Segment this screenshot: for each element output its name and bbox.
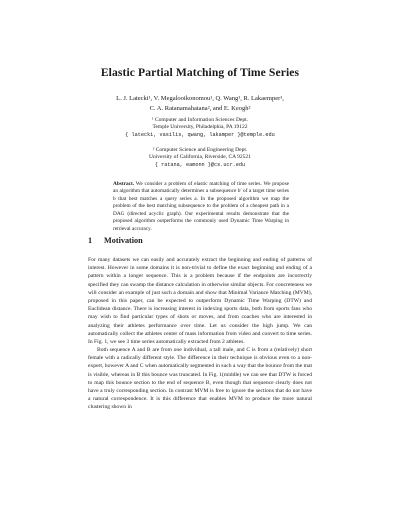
affiliation-email: { latecki, vasilis, qwang, lakamper }@temple.edu (125, 131, 275, 138)
affiliation-temple (0, 117, 400, 139)
affiliation-line: Temple University, Philadelphia, PA 19122 (152, 124, 248, 131)
body-text (88, 256, 312, 412)
abstract-label: Abstract. (113, 181, 135, 187)
affiliation-line: University of California, Riverside, CA 92521 (149, 154, 251, 161)
abstract-text: We consider a problem of elastic matching of time series. We propose an algorithm that automatically determines a subsequence b′ of a target time series b that best matches a query series a. In the proposed algorithm we map the problem of the best matching subsequence to the problem of a cheapest path in a DAG (directed acyclic graph). Our experimental results demonstrate that the proposed algorithm outperforms the commonly used Dynamic Time Warping in retrieval accuracy. (113, 181, 289, 232)
paragraph: Both sequence A and B are from one individual, a tall male, and C is from a (relatively) short female with a radically different style. The difference in their technique is obvious even to a non-expert, however A and C when automatically segmented in such a way that the bounce from the mat is visible, whereas in B this bounce was truncated. In Fig. 1(middle) we can see that DTW is forced to map this bounce section to the end of sequence B, even though that sequence clearly does not have a truly corresponding section. In contrast MVM is free to ignore the sections that do not have a natural correspondence. It is this difference that enables MVM to produce the more natural clustering shown in (88, 347, 312, 411)
section-heading (88, 236, 143, 245)
affiliation-email: { ratana, eamonn }@cs.ucr.edu (154, 161, 246, 168)
author-list (0, 94, 400, 113)
affiliation-ucr (0, 147, 400, 169)
paper-title: Elastic Partial Matching of Time Series (100, 66, 300, 79)
abstract (113, 181, 289, 233)
section-number: 1 (88, 236, 93, 245)
affiliation-line: ² Computer Science and Engineering Dept. (152, 147, 248, 153)
author-line: C. A. Ratanamahatana², and E. Keogh² (149, 104, 251, 112)
section-title: Motivation (104, 236, 143, 245)
author-line: L. J. Latecki¹, V. Megalooikonomou¹, Q. Wang¹, R. Lakaemper¹, (116, 95, 284, 102)
paragraph: For many datasets we can easily and accurately extract the beginning and ending of patterns of interest. However in some domains it is non-trivial to define the exact beginning and ending of a pattern within a longer sequence. This is a problem because if the endpoints are incorrectly specified they can swamp the distance calculation in otherwise similar objects. For concreteness we will consider an example of just such a domain and show that Minimal Variance Matching (MVM), proposed in this paper, can be expected to outperform Dynamic Time Warping (DTW) and Euclidean distance. There is increasing interest in indexing sports data, both from sports fans who may wish to find particular types of shots or moves, and from coaches who are interested in analyzing their athletes performance over time. Let us consider the high jump. We can automatically collect the athletes center of mass information from video and convert to time series. In Fig. 1, we see 3 time series automatically extracted from 2 athletes. (88, 257, 312, 345)
affiliation-line: ¹ Computer and Information Sciences Dept. (151, 117, 249, 123)
